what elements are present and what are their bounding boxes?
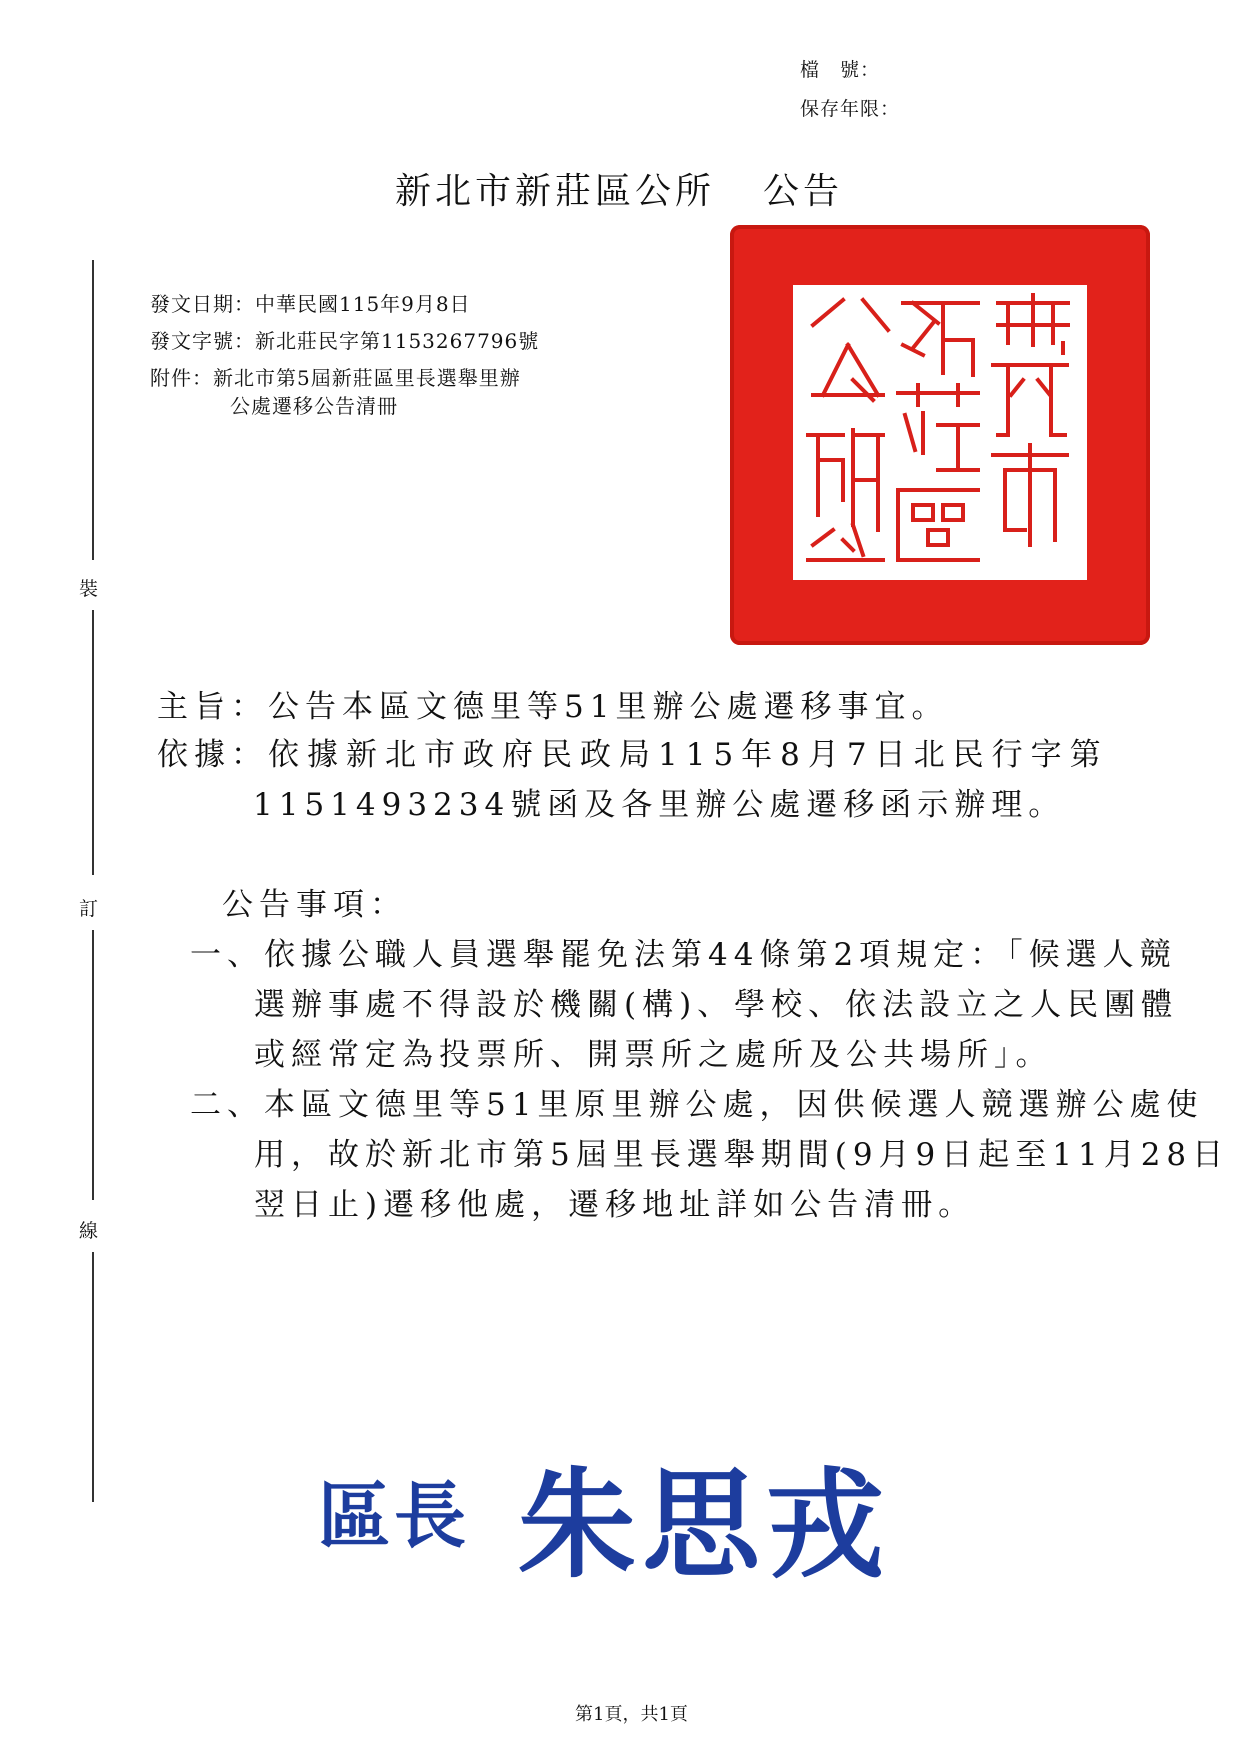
seal-emblem — [793, 285, 1087, 580]
notice-item-1 — [190, 937, 1177, 973]
binding-line-segment — [92, 930, 94, 1200]
document-type: 公告 — [763, 171, 844, 212]
binding-line-segment — [92, 1252, 94, 1502]
document-number: 發文字號：新北莊民字第1153267796號 — [150, 329, 540, 353]
binding-mark-zhuang: 裝 — [79, 578, 99, 600]
item-line: 依據公職人員選舉罷免法第44條第2項規定：「候選人競 — [264, 937, 1177, 973]
subject-text: 公告本區文德里等51里辦公處遷移事宜。 — [268, 689, 949, 725]
binding-line-segment — [92, 610, 94, 875]
item-line: 用，故於新北市第5屆里長選舉期間(9月9日起至11月28日 — [254, 1137, 1230, 1173]
basis-line-2: 1151493234號函及各里辦公處遷移函示辦理。 — [253, 787, 1066, 823]
issuing-office: 新北市新莊區公所 — [395, 171, 716, 212]
official-seal — [730, 225, 1150, 645]
subject-row — [157, 689, 949, 725]
basis-row — [157, 737, 1109, 773]
item-line: 本區文德里等51里原里辦公處，因供候選人競選辦公處使 — [264, 1087, 1204, 1123]
basis-label: 依據： — [157, 737, 268, 773]
attachment-line-1: 附件：新北市第5屆新莊區里長選舉里辦 — [150, 366, 521, 390]
signature-name: 朱思戎 — [518, 1456, 891, 1594]
page-number: 第1頁，共1頁 — [575, 1704, 688, 1725]
notice-item-2 — [190, 1087, 1204, 1123]
binding-mark-ding: 訂 — [79, 898, 99, 920]
binding-mark-xian: 線 — [79, 1220, 99, 1242]
signature-title: 區長 — [318, 1474, 471, 1558]
seal-script-icon — [793, 285, 1087, 580]
district-chief-signature — [318, 1418, 928, 1594]
attachment-line-2: 公處遷移公告清冊 — [230, 394, 398, 418]
item-marker: 一、 — [190, 937, 264, 973]
item-marker: 二、 — [190, 1087, 264, 1123]
item-line: 選辦事處不得設於機關(構)、學校、依法設立之人民團體 — [254, 987, 1179, 1023]
item-line: 翌日止)遷移他處，遷移地址詳如公告清冊。 — [254, 1187, 976, 1223]
file-number-label: 檔 號： — [800, 59, 881, 81]
subject-label: 主旨： — [157, 689, 268, 725]
notice-heading: 公告事項： — [222, 887, 407, 923]
issue-date: 發文日期：中華民國115年9月8日 — [150, 292, 471, 316]
retention-period-label: 保存年限： — [800, 98, 901, 120]
page-title — [395, 163, 843, 214]
binding-line-segment — [92, 260, 94, 560]
basis-line-1: 依據新北市政府民政局115年8月7日北民行字第 — [268, 737, 1109, 773]
item-line: 或經常定為投票所、開票所之處所及公共場所」。 — [254, 1037, 1053, 1073]
